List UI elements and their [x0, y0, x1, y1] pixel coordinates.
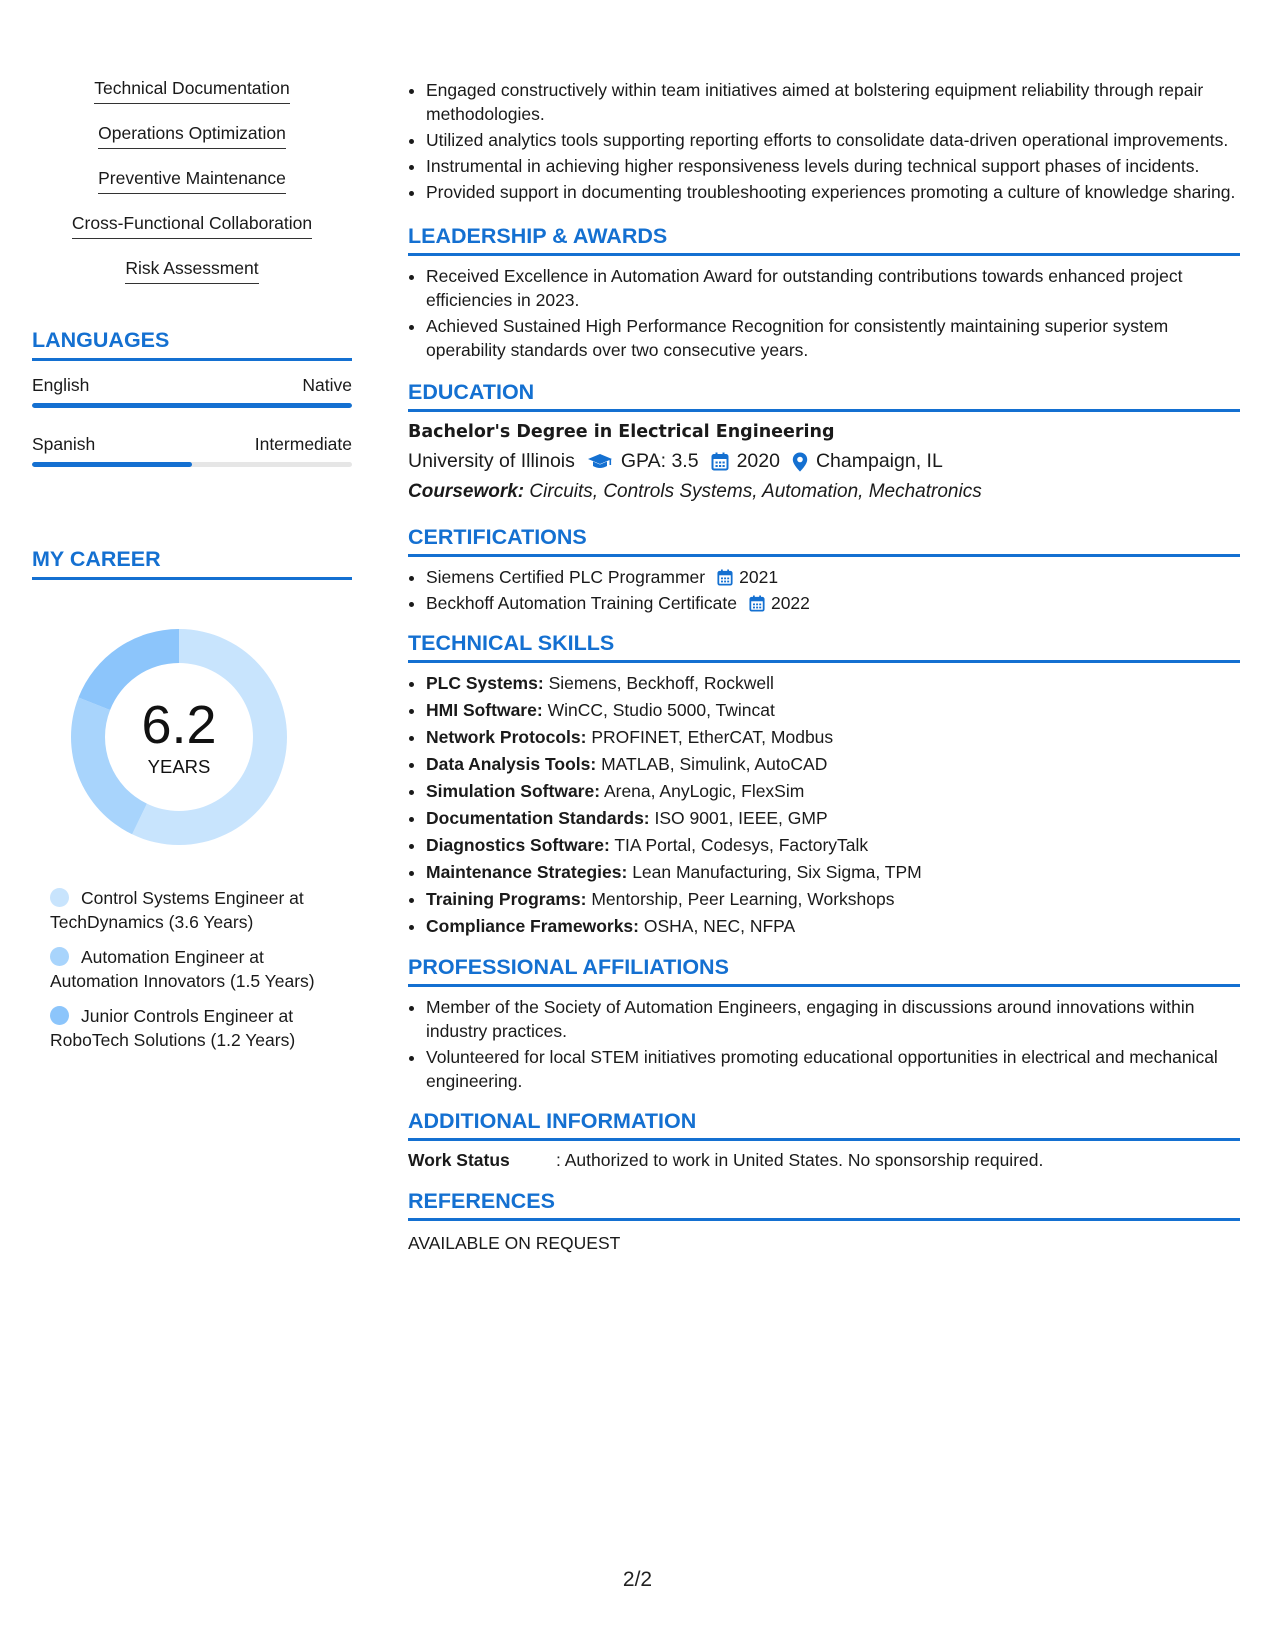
- skill-value: PROFINET, EtherCAT, Modbus: [591, 727, 834, 747]
- certification-item: [426, 591, 1240, 615]
- technical-skill-item: [426, 914, 1240, 939]
- career-legend-item: [50, 945, 322, 993]
- education-coursework: [408, 481, 1240, 503]
- career-legend-item: [50, 1004, 322, 1052]
- skill-value: MATLAB, Simulink, AutoCAD: [601, 754, 828, 774]
- additional-info-title: ADDITIONAL INFORMATION: [408, 1109, 1240, 1141]
- affiliations-title: PROFESSIONAL AFFILIATIONS: [408, 955, 1240, 987]
- languages-title: LANGUAGES: [32, 328, 352, 361]
- language-name: Spanish: [32, 434, 96, 454]
- education-school: University of Illinois: [408, 450, 575, 472]
- technical-skill-item: [426, 752, 1240, 777]
- technical-skill-item: [426, 887, 1240, 912]
- graduation-cap-icon: [587, 453, 613, 471]
- work-status-label: Work Status: [408, 1150, 510, 1170]
- experience-bullet: • Instrumental in achieving higher responsiveness levels during technical support phases of incidents.: [426, 154, 1240, 178]
- skill-value: Lean Manufacturing, Six Sigma, TPM: [632, 862, 922, 882]
- technical-skill-item: [426, 698, 1240, 723]
- coursework-label: Coursework:: [408, 481, 525, 502]
- skill-value: Arena, AnyLogic, FlexSim: [603, 781, 805, 801]
- experience-bullets: [408, 78, 1240, 204]
- affiliation-item: • Volunteered for local STEM initiatives promoting educational opportunities in electrical and mechanical engineering.: [426, 1045, 1240, 1093]
- skill-label: Maintenance Strategies:: [426, 862, 628, 882]
- skill-label: Compliance Frameworks:: [426, 916, 639, 936]
- technical-skill-item: [426, 779, 1240, 804]
- right-column: [408, 78, 1240, 1254]
- legend-dot-icon: [50, 888, 69, 907]
- skill-label: HMI Software:: [426, 700, 543, 720]
- language-item: [32, 434, 352, 467]
- language-level-bar: [32, 403, 352, 408]
- career-total-years: 6.2: [141, 695, 217, 755]
- skill-value: Siemens, Beckhoff, Rockwell: [548, 673, 774, 693]
- certifications-title: CERTIFICATIONS: [408, 525, 1240, 557]
- certifications-section: [408, 525, 1240, 615]
- experience-bullet: • Utilized analytics tools supporting reporting efforts to consolidate data-driven operational improvements.: [426, 128, 1240, 152]
- skill-label: Documentation Standards:: [426, 808, 650, 828]
- certification-item: [426, 565, 1240, 589]
- skill-tag: Preventive Maintenance: [98, 168, 286, 194]
- skill-value: ISO 9001, IEEE, GMP: [654, 808, 828, 828]
- page-number: 2/2: [622, 1568, 653, 1591]
- skill-label: Data Analysis Tools:: [426, 754, 597, 774]
- technical-skill-item: [426, 806, 1240, 831]
- work-status-row: [408, 1150, 1240, 1171]
- career-legend-label: Automation Engineer at Automation Innovators (1.5 Years): [50, 947, 315, 991]
- career-legend: [50, 886, 322, 1052]
- technical-skills-section: [408, 631, 1240, 939]
- language-name: English: [32, 375, 90, 395]
- career-section: [32, 547, 352, 1052]
- education-gpa: GPA: 3.5: [620, 450, 699, 472]
- calendar-icon: [717, 569, 733, 586]
- education-title: EDUCATION: [408, 380, 1240, 412]
- references-title: REFERENCES: [408, 1189, 1240, 1221]
- education-degree: Bachelor's Degree in Electrical Engineering: [408, 422, 835, 442]
- language-level: Intermediate: [254, 434, 352, 454]
- skill-value: Mentorship, Peer Learning, Workshops: [591, 889, 895, 909]
- leadership-item: • Received Excellence in Automation Award for outstanding contributions towards enhanced project efficiencies in 2023.: [426, 264, 1240, 312]
- leadership-section: [408, 224, 1240, 362]
- language-item: [32, 375, 352, 408]
- skill-value: TIA Portal, Codesys, FactoryTalk: [614, 835, 869, 855]
- work-status-value: : Authorized to work in United States. No sponsorship required.: [556, 1150, 1044, 1170]
- legend-dot-icon: [50, 947, 69, 966]
- technical-skills-title: TECHNICAL SKILLS: [408, 631, 1240, 663]
- affiliation-item: • Member of the Society of Automation Engineers, engaging in discussions around innovations within industry practices.: [426, 995, 1240, 1043]
- skill-label: PLC Systems:: [426, 673, 544, 693]
- experience-bullet: • Provided support in documenting troubleshooting experiences promoting a culture of knowledge sharing.: [426, 180, 1240, 204]
- certification-name: • Beckhoff Automation Training Certificate: [426, 593, 737, 613]
- career-title: MY CAREER: [32, 547, 352, 580]
- leadership-title: LEADERSHIP & AWARDS: [408, 224, 1240, 256]
- language-level-fill: [32, 462, 192, 467]
- technical-skill-item: [426, 725, 1240, 750]
- technical-skills-list: [408, 671, 1240, 939]
- certification-year: 2022: [770, 593, 810, 613]
- education-year: 2020: [736, 450, 780, 472]
- career-legend-label: Junior Controls Engineer at RoboTech Solutions (1.2 Years): [50, 1006, 296, 1050]
- skill-label: Diagnostics Software:: [426, 835, 610, 855]
- left-column: [32, 78, 352, 1063]
- career-donut-chart: [64, 622, 294, 852]
- skill-value: WinCC, Studio 5000, Twincat: [547, 700, 775, 720]
- technical-skill-item: [426, 671, 1240, 696]
- skill-value: OSHA, NEC, NFPA: [643, 916, 796, 936]
- language-level-fill: [32, 403, 352, 408]
- career-legend-item: [50, 886, 322, 934]
- affiliations-list: [408, 995, 1240, 1093]
- language-level: Native: [302, 375, 352, 395]
- education-details: [408, 450, 1240, 473]
- certification-year: 2021: [739, 567, 779, 587]
- experience-bullet: • Engaged constructively within team initiatives aimed at bolstering equipment reliability through repair methodologies.: [426, 78, 1240, 126]
- technical-skill-item: [426, 860, 1240, 885]
- skill-tag: Operations Optimization: [98, 123, 286, 149]
- leadership-item: • Achieved Sustained High Performance Recognition for consistently maintaining superior system operability standards over two consecutive years.: [426, 314, 1240, 362]
- additional-info-section: [408, 1109, 1240, 1171]
- skill-tag: Cross-Functional Collaboration: [72, 213, 312, 239]
- language-level-bar: [32, 462, 352, 467]
- skill-tag: Risk Assessment: [125, 258, 258, 284]
- skill-tags: [32, 78, 352, 284]
- career-donut-center: [64, 622, 294, 852]
- legend-dot-icon: [50, 1006, 69, 1025]
- skill-label: Network Protocols:: [426, 727, 587, 747]
- education-section: [408, 380, 1240, 503]
- skill-label: Simulation Software:: [426, 781, 601, 801]
- technical-skill-item: [426, 833, 1240, 858]
- leadership-list: [408, 264, 1240, 362]
- career-total-unit: YEARS: [147, 756, 211, 777]
- career-legend-label: Control Systems Engineer at TechDynamics (3.6 Years): [50, 888, 304, 932]
- skill-label: Training Programs:: [426, 889, 587, 909]
- affiliations-section: [408, 955, 1240, 1093]
- coursework-list: Circuits, Controls Systems, Automation, Mechatronics: [529, 481, 982, 502]
- calendar-icon: [749, 595, 765, 612]
- certifications-list: [408, 565, 1240, 615]
- skill-tag: Technical Documentation: [94, 78, 290, 104]
- education-location: Champaign, IL: [815, 450, 943, 472]
- certification-name: • Siemens Certified PLC Programmer: [426, 567, 706, 587]
- references-text: AVAILABLE ON REQUEST: [408, 1233, 621, 1253]
- map-pin-icon: [792, 452, 808, 472]
- languages-section: [32, 328, 352, 467]
- references-section: [408, 1189, 1240, 1254]
- calendar-icon: [711, 452, 729, 471]
